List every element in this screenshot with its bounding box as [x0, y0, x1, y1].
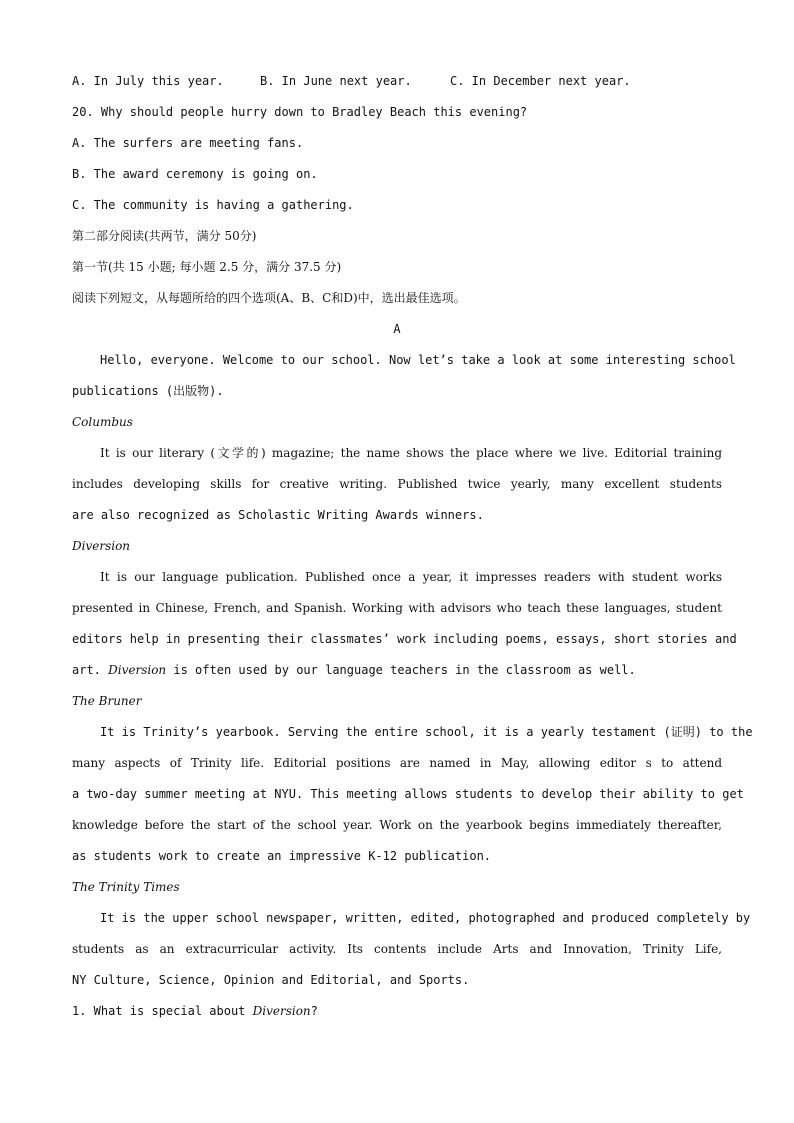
diversion-line-2: presented in Chinese, French, and Spanish. Working with advisors who teach these languages, student — [72, 601, 722, 615]
intro-line-2: publications (出版物). — [72, 384, 224, 398]
q20-option-c: C. The community is having a gathering. — [72, 198, 354, 212]
trinity-times-line-1: It is the upper school newspaper, written, edited, photographed and produced completely by — [100, 911, 751, 925]
section1-heading: 第一节(共 15 小题; 每小题 2.5 分，满分 37.5 分) — [72, 260, 342, 274]
bruner-line-5: as students work to create an impressive K-12 publication. — [72, 849, 492, 863]
bruner-line-2: many aspects of Trinity life. Editorial positions are named in May, allowing editor s to attend — [72, 756, 722, 770]
diversion-title: Diversion — [72, 539, 131, 553]
columbus-line-2: includes developing skills for creative writing. Published twice yearly, many excellent students — [72, 477, 722, 491]
bruner-line-4: knowledge before the start of the school year. Work on the yearbook begins immediately thereafter, — [72, 818, 722, 832]
intro-line-1: Hello, everyone. Welcome to our school. Now let’s take a look at some interesting school — [100, 353, 736, 367]
diversion-line-1: It is our language publication. Published once a year, it impresses readers with student works — [100, 570, 722, 584]
bruner-line-3: a two-day summer meeting at NYU. This meeting allows students to develop their ability to get — [72, 787, 744, 801]
diversion-line-4-pre: art. — [72, 663, 109, 677]
document-page — [72, 66, 753, 1027]
bruner-title: The Bruner — [72, 694, 142, 708]
q1-stem-title: Diversion — [252, 1004, 311, 1018]
diversion-line-4 — [72, 655, 722, 686]
q1-stem-pre: 1. What is special about — [72, 1004, 253, 1018]
trinity-times-line-2: students as an extracurricular activity. Its contents include Arts and Innovation, Trinity Life, — [72, 942, 722, 956]
q1-stem — [72, 996, 722, 1027]
q19-option-b: B. In June next year. — [260, 74, 412, 88]
q19-option-a: A. In July this year. — [72, 74, 224, 88]
diversion-line-4-title: Diversion — [108, 663, 167, 677]
part2-heading: 第二部分阅读(共两节，满分 50分) — [72, 229, 257, 243]
columbus-title: Columbus — [72, 415, 133, 429]
diversion-line-4-post: is often used by our language teachers in the classroom as well. — [166, 663, 636, 677]
columbus-line-1: It is our literary (文学的) magazine; the name shows the place where we live. Editorial training — [100, 446, 722, 460]
q20-stem: 20. Why should people hurry down to Bradley Beach this evening? — [72, 105, 528, 119]
instructions: 阅读下列短文，从每题所给的四个选项(A、B、C和D)中，选出最佳选项。 — [72, 291, 466, 305]
bruner-line-1: It is Trinity’s yearbook. Serving the entire school, it is a yearly testament (证明) to the — [100, 725, 753, 739]
q20-option-b: B. The award ceremony is going on. — [72, 167, 318, 181]
diversion-line-3: editors help in presenting their classmates’ work including poems, essays, short stories and — [72, 632, 737, 646]
trinity-times-line-3: NY Culture, Science, Opinion and Editorial, and Sports. — [72, 973, 470, 987]
q1-stem-post: ? — [310, 1004, 318, 1018]
trinity-times-title: The Trinity Times — [72, 880, 180, 894]
columbus-line-3: are also recognized as Scholastic Writing Awards winners. — [72, 508, 484, 522]
passage-label: A — [393, 322, 401, 336]
q19-option-c: C. In December next year. — [450, 74, 631, 88]
q20-option-a: A. The surfers are meeting fans. — [72, 136, 304, 150]
q19-options — [72, 66, 722, 97]
